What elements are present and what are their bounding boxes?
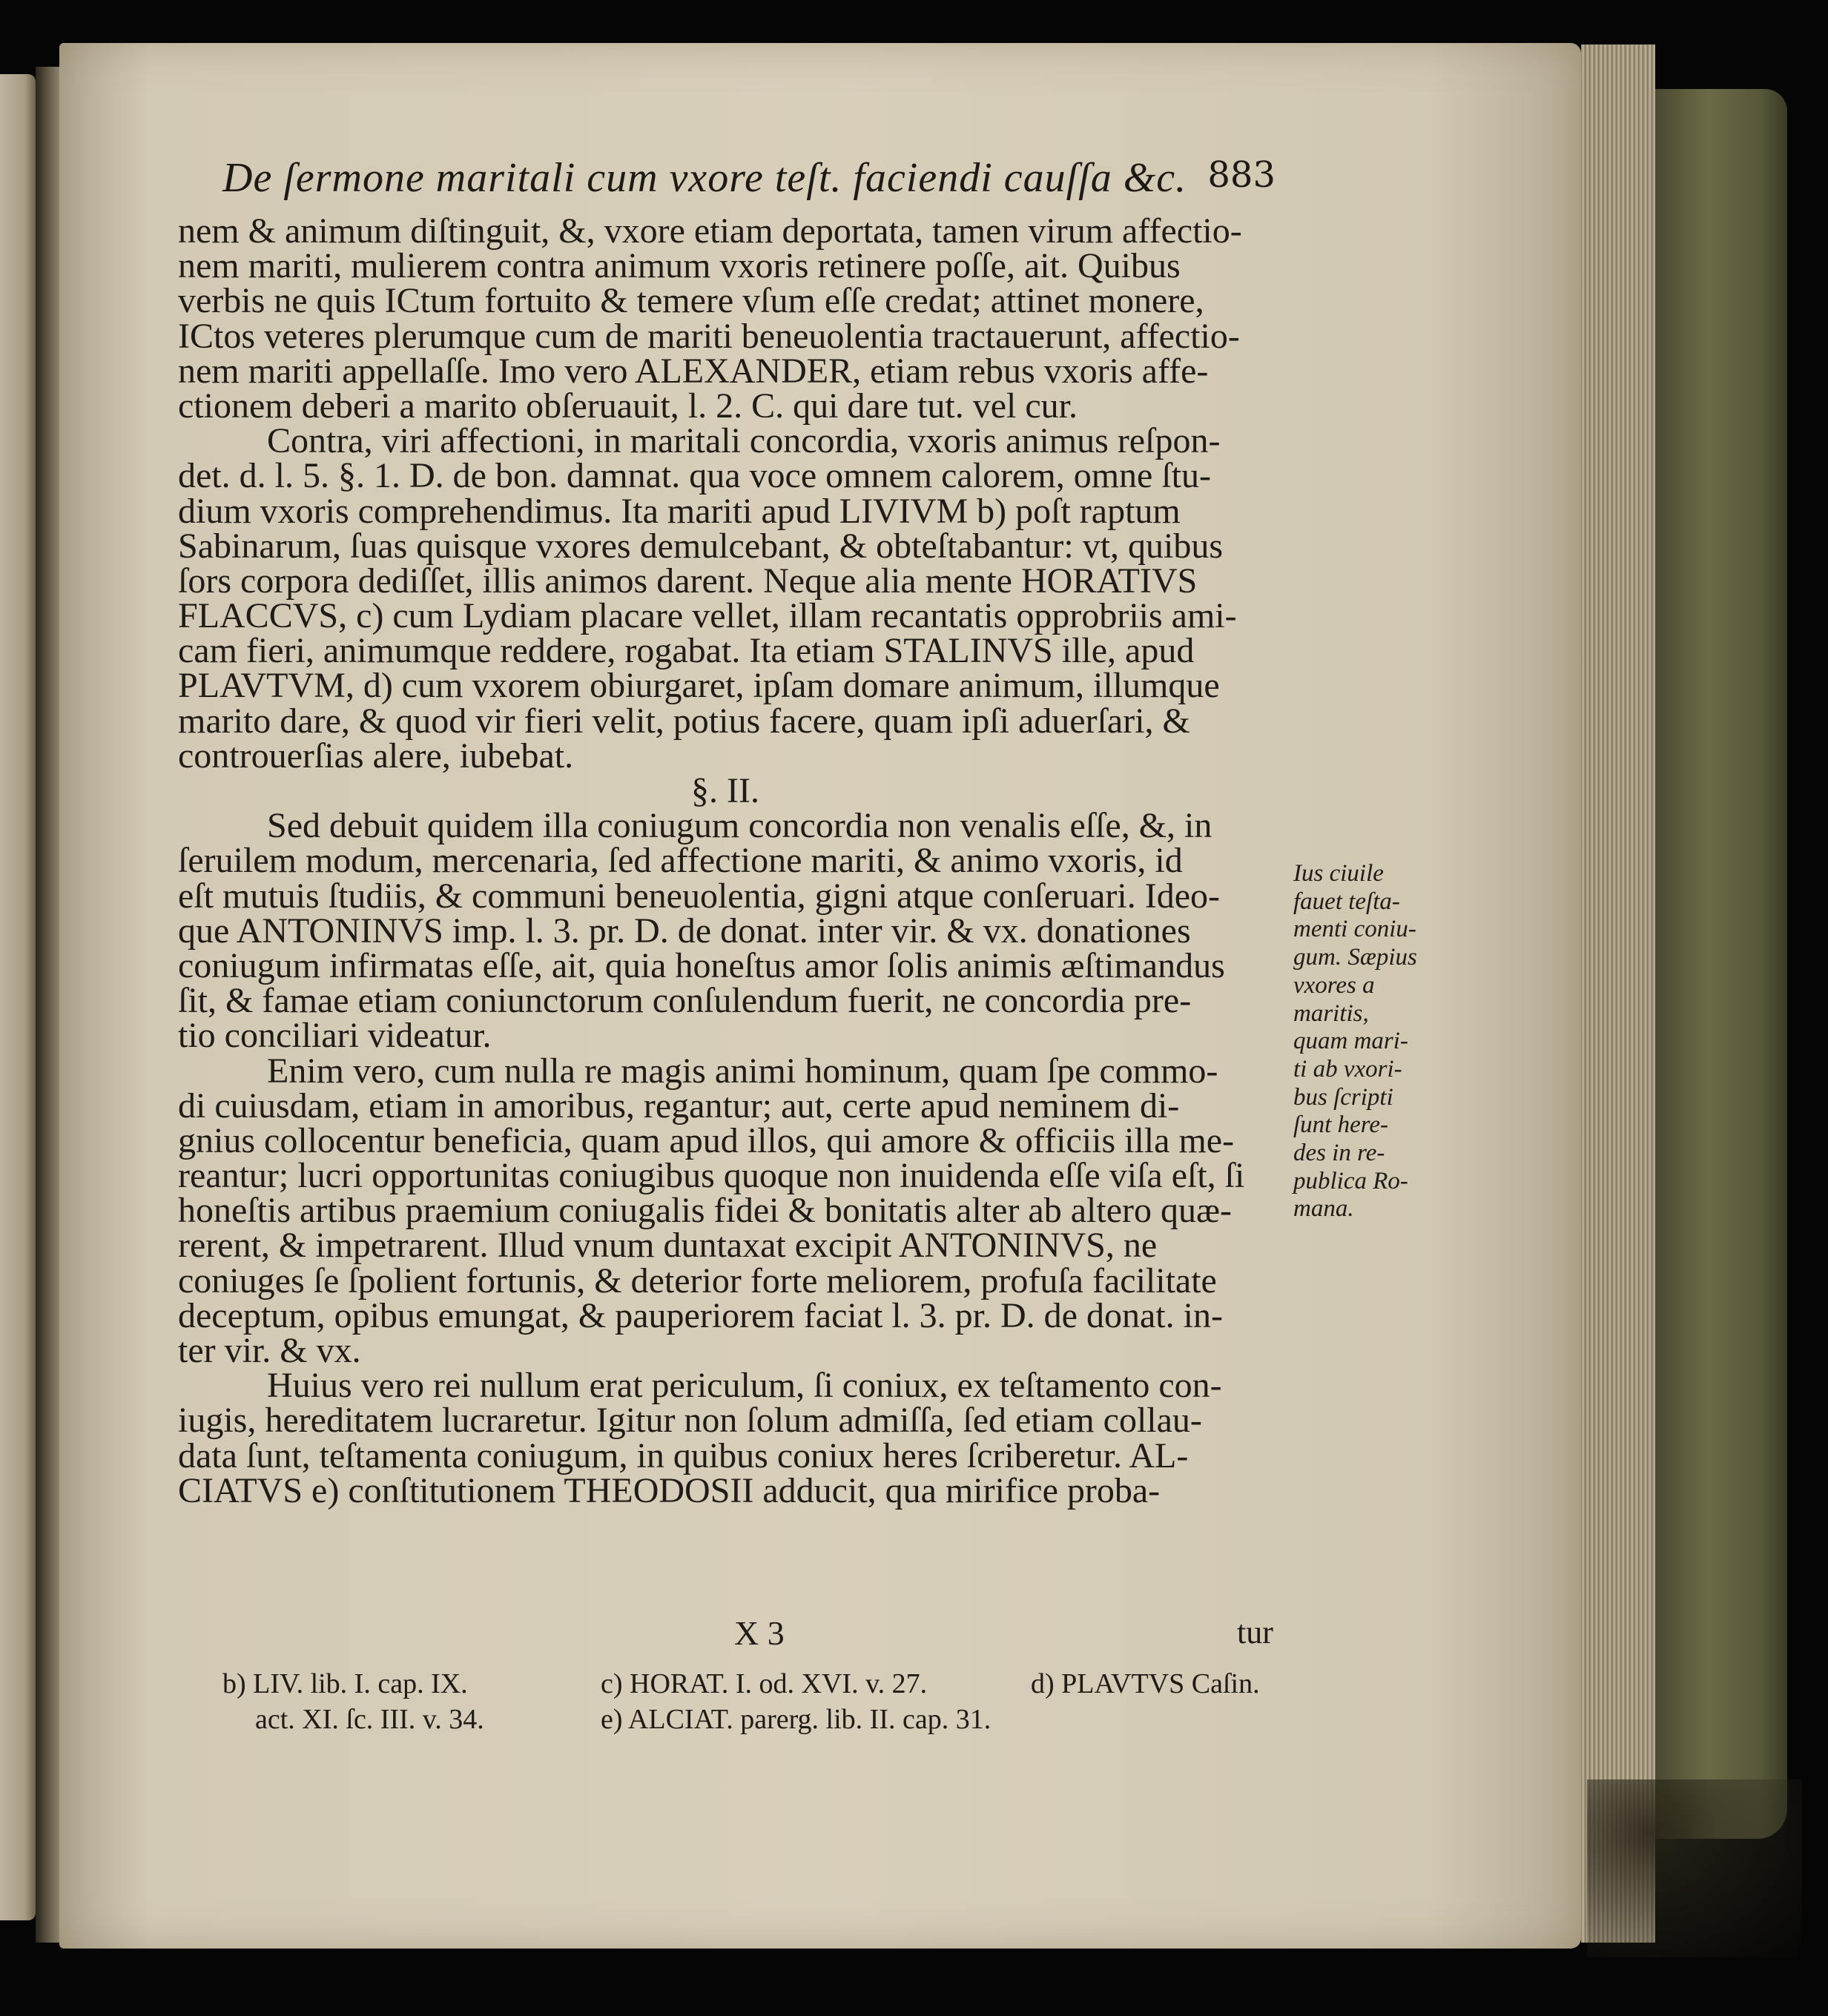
catchword: tur bbox=[1237, 1614, 1273, 1650]
text-line: deceptum, opibus emungat, & pauperiorem faciat l. 3. pr. D. de donat. in- bbox=[178, 1295, 1223, 1335]
text-line: gnius collocentur beneficia, quam apud illos, qui amore & officiis illa me- bbox=[178, 1120, 1235, 1160]
text-line: ctionem deberi a marito obſeruauit, l. 2. C. qui dare tut. vel cur. bbox=[178, 386, 1078, 426]
text-line: Contra, viri affectioni, in maritali concordia, vxoris animus reſpon- bbox=[267, 421, 1221, 461]
text-line: dium vxoris comprehendimus. Ita mariti apud LIVIVM b) poſt raptum bbox=[178, 491, 1181, 531]
marginal-note bbox=[1293, 860, 1417, 1223]
margin-line: maritis, bbox=[1293, 999, 1369, 1027]
text-line: ſors corpora dediſſet, illis animos darent. Neque alia mente HORATIVS bbox=[178, 561, 1198, 601]
section-heading: §. II. bbox=[691, 771, 759, 810]
running-title: De ſermone maritali cum vxore teſt. faciendi cauſſa &c. bbox=[222, 155, 1187, 201]
text-line: marito dare, & quod vir fieri velit, potius facere, quam ipſi aduerſari, & bbox=[178, 701, 1190, 741]
signature-mark: X 3 bbox=[734, 1614, 785, 1652]
margin-line: ſunt here- bbox=[1293, 1111, 1388, 1139]
margin-line: vxores a bbox=[1293, 971, 1375, 999]
text-line: PLAVTVM, d) cum vxorem obiurgaret, ipſam domare animum, illumque bbox=[178, 666, 1220, 706]
text-line: cam fieri, animumque reddere, rogabat. Ita etiam STALINVS ille, apud bbox=[178, 631, 1195, 671]
text-line: ſeruilem modum, mercenaria, ſed affectione mariti, & animo vxoris, id bbox=[178, 841, 1183, 881]
text-line: ſit, & famae etiam coniunctorum conſulendum fuerit, ne concordia pre- bbox=[178, 981, 1192, 1021]
margin-line: des in re- bbox=[1293, 1140, 1385, 1167]
text-line: controuerſias alere, iubebat. bbox=[178, 736, 574, 776]
footnote-d: d) PLAVTVS Caſin. bbox=[1031, 1668, 1260, 1699]
margin-line: gum. Sæpius bbox=[1293, 944, 1417, 971]
page-number: 883 bbox=[1207, 154, 1276, 196]
margin-line: Ius ciuile bbox=[1293, 860, 1384, 887]
text-line: verbis ne quis ICtum fortuito & temere vſum eſſe credat; attinet monere, bbox=[178, 281, 1204, 321]
text-line: tio conciliari videatur. bbox=[178, 1016, 492, 1056]
footnote-d-continued: act. XI. ſc. III. v. 34. bbox=[255, 1704, 484, 1735]
text-line: CIATVS e) conſtitutionem THEODOSII adducit, qua mirifice proba- bbox=[178, 1470, 1161, 1510]
cover-shadow bbox=[1587, 1779, 1802, 1957]
text-line: rerent, & impetrarent. Illud vnum duntaxat excipit ANTONINVS, ne bbox=[178, 1226, 1158, 1266]
margin-line: publica Ro- bbox=[1293, 1167, 1408, 1194]
margin-line: bus ſcripti bbox=[1293, 1083, 1393, 1111]
text-line: di cuiusdam, etiam in amoribus, regantur; aut, certe apud neminem di- bbox=[178, 1085, 1180, 1126]
text-line: data ſunt, teſtamenta coniugum, in quibus coniux heres ſcriberetur. AL- bbox=[178, 1435, 1189, 1475]
running-header bbox=[222, 154, 1276, 206]
text-line: reantur; lucri opportunitas coniugibus quoque non inuidenda eſſe viſa eſt, ſi bbox=[178, 1156, 1245, 1196]
margin-line: menti coniu- bbox=[1293, 916, 1416, 943]
footnote-e: e) ALCIAT. parerg. lib. II. cap. 31. bbox=[601, 1704, 991, 1735]
margin-line: fauet teſta- bbox=[1293, 888, 1400, 915]
text-line: Sed debuit quidem illa coniugum concordia non venalis eſſe, &, in bbox=[267, 806, 1212, 846]
text-line: nem mariti appellaſſe. Imo vero ALEXANDER, etiam rebus vxoris affe- bbox=[178, 351, 1209, 391]
text-line: det. d. l. 5. §. 1. D. de bon. damnat. qua voce omnem calorem, omne ſtu- bbox=[178, 456, 1211, 496]
text-line: que ANTONINVS imp. l. 3. pr. D. de donat. inter vir. & vx. donationes bbox=[178, 910, 1191, 951]
margin-line: mana. bbox=[1293, 1195, 1354, 1223]
text-line: Huius vero rei nullum erat periculum, ſi coniux, ex teſtamento con- bbox=[267, 1366, 1222, 1406]
footnote-b: b) LIV. lib. I. cap. IX. bbox=[222, 1668, 468, 1699]
text-line: nem mariti, mulierem contra animum vxoris retinere poſſe, ait. Quibus bbox=[178, 246, 1181, 286]
margin-line: ti ab vxori- bbox=[1293, 1055, 1402, 1083]
text-line: coniuges ſe ſpolient fortunis, & deterior forte meliorem, profuſa facilitate bbox=[178, 1260, 1217, 1301]
text-line: nem & animum diſtinguit, &, vxore etiam deportata, tamen virum affectio- bbox=[178, 211, 1242, 251]
text-line: honeſtis artibus praemium coniugalis fidei & bonitatis alter ab altero quæ- bbox=[178, 1191, 1232, 1231]
book-cover bbox=[1655, 89, 1787, 1839]
footnote-c: c) HORAT. I. od. XVI. v. 27. bbox=[601, 1668, 928, 1699]
main-text bbox=[178, 211, 1290, 1510]
left-page-edge bbox=[0, 74, 36, 1920]
text-line: iugis, hereditatem lucraretur. Igitur non ſolum admiſſa, ſed etiam collau- bbox=[178, 1401, 1202, 1441]
text-line: Enim vero, cum nulla re magis animi hominum, quam ſpe commo- bbox=[267, 1051, 1218, 1091]
text-line: ter vir. & vx. bbox=[178, 1331, 361, 1370]
page-block-edge bbox=[1581, 44, 1655, 1943]
text-line: Sabinarum, ſuas quisque vxores demulcebant, & obteſtabantur: vt, quibus bbox=[178, 526, 1224, 566]
text-line: eſt mutuis ſtudiis, & communi beneuolentia, gigni atque conſeruari. Ideo- bbox=[178, 876, 1221, 916]
text-line: coniugum infirmatas eſſe, ait, quia honeſtus amor ſolis animis æſtimandus bbox=[178, 945, 1225, 985]
text-line: ICtos veteres plerumque cum de mariti beneuolentia tractauerunt, affectio- bbox=[178, 316, 1240, 356]
margin-line: quam mari- bbox=[1293, 1028, 1408, 1055]
text-line: FLACCVS, c) cum Lydiam placare vellet, illam recantatis opprobriis ami- bbox=[178, 596, 1237, 636]
